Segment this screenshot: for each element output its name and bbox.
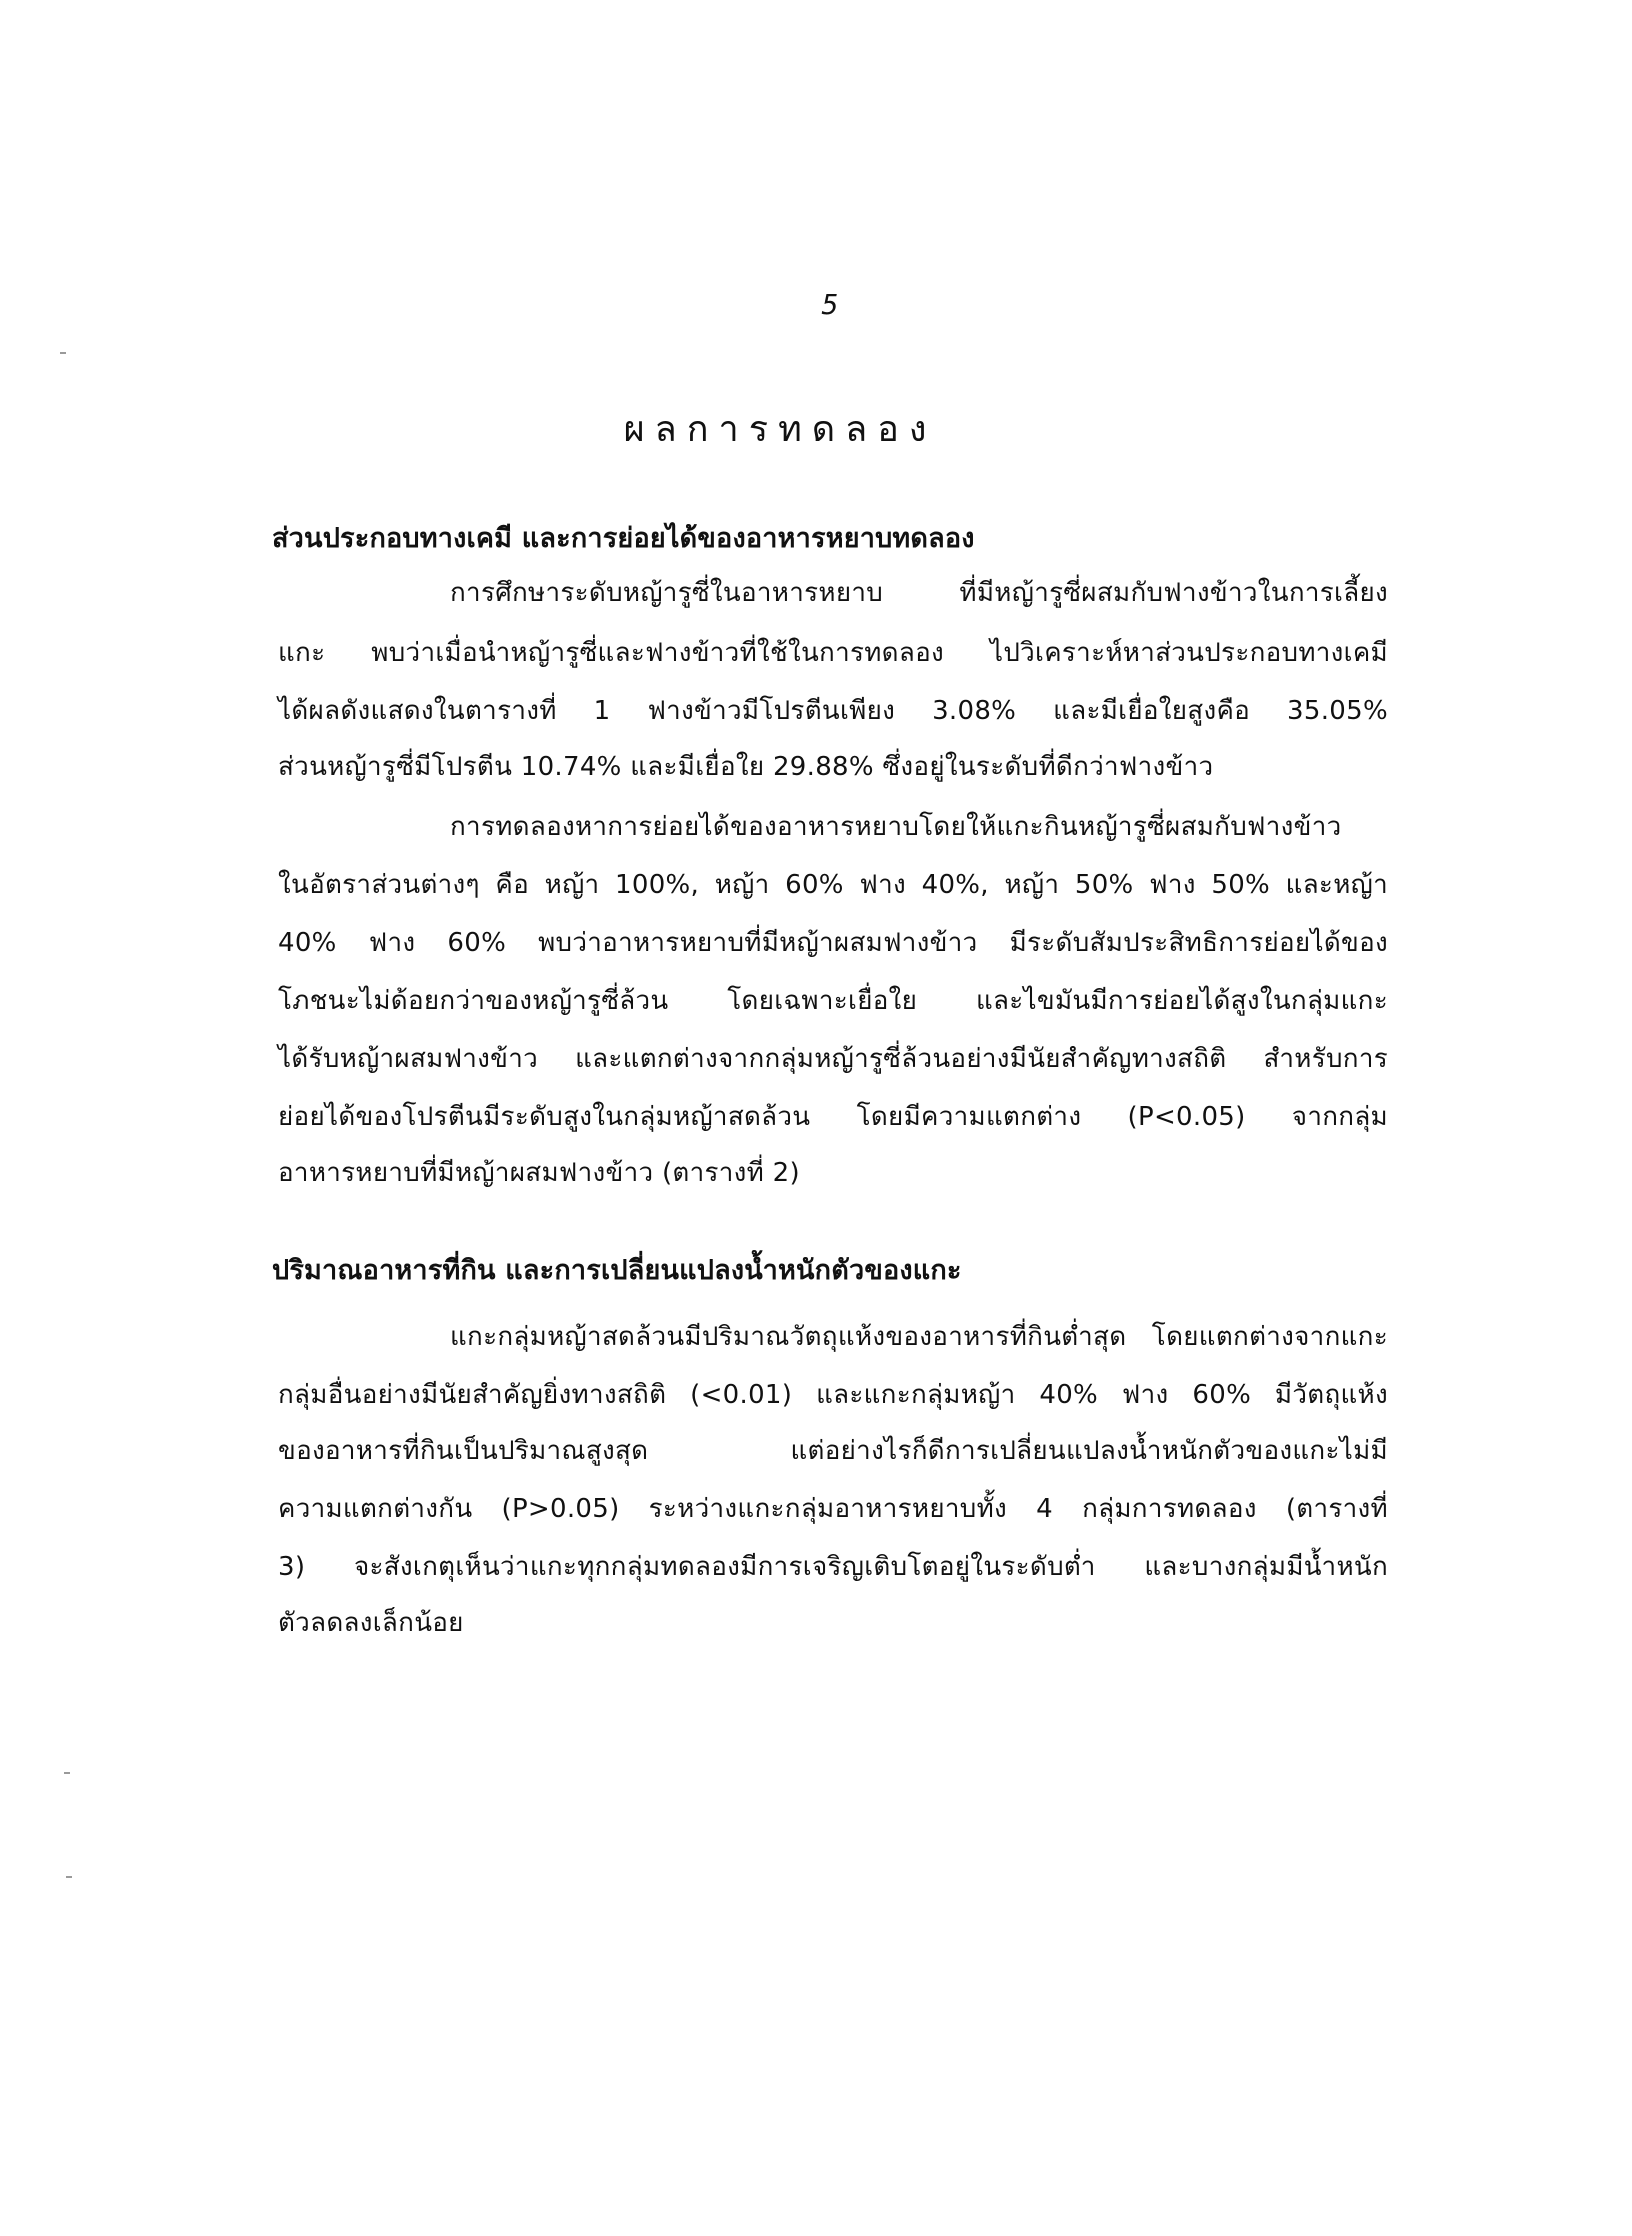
page-number: 5 bbox=[821, 288, 839, 321]
section-heading-chemical-composition: ส่วนประกอบทางเคมี และการย่อยได้ของอาหารหยาบทดลอง bbox=[272, 523, 975, 554]
paragraph-line: ได้ผลดังแสดงในตารางที่ 1 ฟางข้าวมีโปรตีนเพียง 3.08% และมีเยื่อใยสูงคือ 35.05% bbox=[278, 696, 1388, 726]
scan-speck bbox=[66, 1876, 72, 1878]
paragraph-line: 40% ฟาง 60% พบว่าอาหารหยาบที่มีหญ้าผสมฟางข้าว มีระดับสัมประสิทธิการย่อยได้ของ bbox=[278, 928, 1388, 958]
paragraph-line: กลุ่มอื่นอย่างมีนัยสำคัญยิ่งทางสถิติ (<0.01) และแกะกลุ่มหญ้า 40% ฟาง 60% มีวัตถุแห้ง bbox=[278, 1380, 1388, 1410]
scan-speck bbox=[60, 352, 66, 354]
paragraph-line: แกะ พบว่าเมื่อนำหญ้ารูซี่และฟางข้าวที่ใช้ในการทดลอง ไปวิเคราะห์หาส่วนประกอบทางเคมี bbox=[278, 638, 1388, 668]
paragraph-line: 3) จะสังเกตุเห็นว่าแกะทุกกลุ่มทดลองมีการเจริญเติบโตอยู่ในระดับต่ำ และบางกลุ่มมีน้ำหนัก bbox=[278, 1552, 1388, 1582]
paragraph-line: ในอัตราส่วนต่างๆ คือ หญ้า 100%, หญ้า 60% ฟาง 40%, หญ้า 50% ฟาง 50% และหญ้า bbox=[278, 870, 1388, 900]
paragraph-line: การศึกษาระดับหญ้ารูซี่ในอาหารหยาบ ที่มีหญ้ารูซี่ผสมกับฟางข้าวในการเลี้ยง bbox=[450, 578, 1388, 608]
paragraph-line: แกะกลุ่มหญ้าสดล้วนมีปริมาณวัตถุแห้งของอาหารที่กินต่ำสุด โดยแตกต่างจากแกะ bbox=[450, 1322, 1388, 1352]
paragraph-line: ส่วนหญ้ารูซี่มีโปรตีน 10.74% และมีเยื่อใย 29.88% ซึ่งอยู่ในระดับที่ดีกว่าฟางข้าว bbox=[278, 752, 1214, 782]
paragraph-line: ได้รับหญ้าผสมฟางข้าว และแตกต่างจากกลุ่มหญ้ารูซี่ล้วนอย่างมีนัยสำคัญทางสถิติ สำหรับการ bbox=[278, 1044, 1388, 1074]
paragraph-line: การทดลองหาการย่อยได้ของอาหารหยาบโดยให้แกะกินหญ้ารูซี่ผสมกับฟางข้าว bbox=[450, 812, 1342, 842]
scan-speck bbox=[64, 1772, 70, 1774]
paragraph-line: อาหารหยาบที่มีหญ้าผสมฟางข้าว (ตารางที่ 2) bbox=[278, 1158, 800, 1188]
paragraph-line: ของอาหารที่กินเป็นปริมาณสูงสุด แต่อย่างไรก็ดีการเปลี่ยนแปลงน้ำหนักตัวของแกะไม่มี bbox=[278, 1436, 1388, 1466]
section-heading-feed-intake: ปริมาณอาหารที่กิน และการเปลี่ยนแปลงน้ำหนักตัวของแกะ bbox=[272, 1255, 962, 1286]
paragraph-line: ย่อยได้ของโปรตีนมีระดับสูงในกลุ่มหญ้าสดล้วน โดยมีความแตกต่าง (P<0.05) จากกลุ่ม bbox=[278, 1102, 1388, 1132]
paragraph-line: ตัวลดลงเล็กน้อย bbox=[278, 1608, 464, 1638]
paragraph-line: ความแตกต่างกัน (P>0.05) ระหว่างแกะกลุ่มอาหารหยาบทั้ง 4 กลุ่มการทดลอง (ตารางที่ bbox=[278, 1494, 1388, 1524]
paragraph-line: โภชนะไม่ด้อยกว่าของหญ้ารูซี่ล้วน โดยเฉพาะเยื่อใย และไขมันมีการย่อยได้สูงในกลุ่มแกะ bbox=[278, 986, 1388, 1016]
page-title: ผลการทดลอง bbox=[623, 409, 937, 450]
